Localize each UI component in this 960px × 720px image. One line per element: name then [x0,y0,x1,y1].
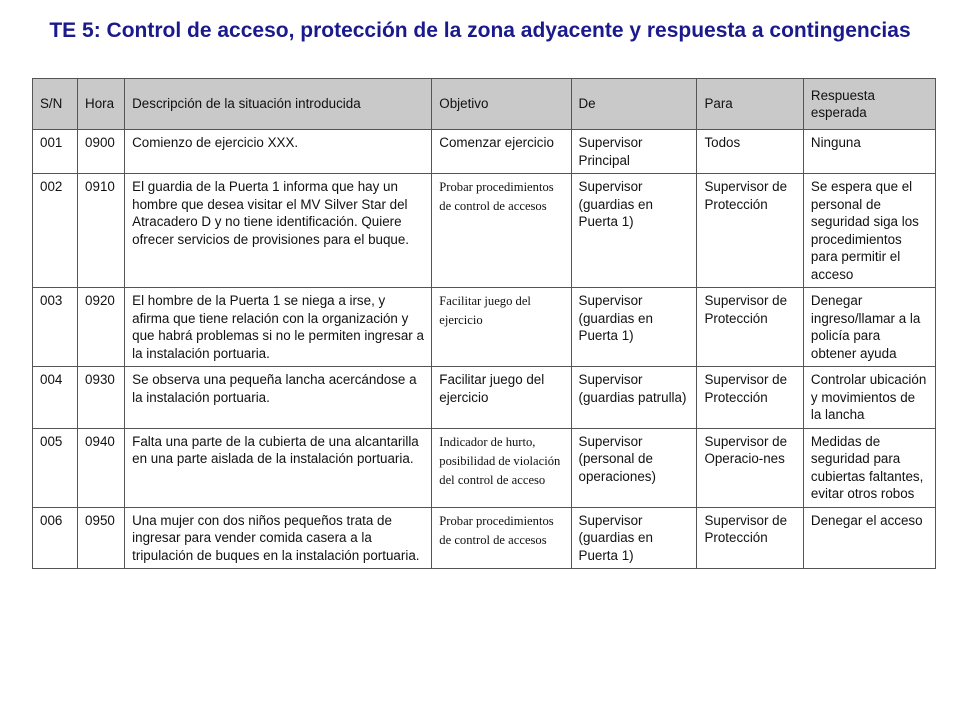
cell-sn: 001 [33,130,78,174]
cell-descripcion: El guardia de la Puerta 1 informa que hay un hombre que desea visitar el MV Silver Star del Atracadero D y no tiene identificación. Quiere ofrecer servicios de provisiones para el buque. [125,174,432,288]
cell-descripcion: Se observa una pequeña lancha acercándose a la instalación portuaria. [125,367,432,429]
cell-sn: 005 [33,428,78,507]
cell-respuesta: Controlar ubicación y movimientos de la lancha [803,367,935,429]
cell-para: Supervisor de Protección [697,367,803,429]
header-respuesta: Respuesta esperada [803,79,935,130]
cell-de: Supervisor (guardias patrulla) [571,367,697,429]
cell-de: Supervisor Principal [571,130,697,174]
cell-descripcion: Una mujer con dos niños pequeños trata de ingresar para vender comida casera a la tripulación de buques en la instalación portuaria. [125,507,432,569]
header-hora: Hora [78,79,125,130]
cell-respuesta: Se espera que el personal de seguridad siga los procedimientos para permitir el acceso [803,174,935,288]
table-row [33,367,936,429]
header-sn: S/N [33,79,78,130]
cell-objetivo: Probar procedimientos de control de accesos [432,507,571,569]
cell-respuesta: Medidas de seguridad para cubiertas faltantes, evitar otros robos [803,428,935,507]
cell-objetivo: Facilitar juego del ejercicio [432,288,571,367]
cell-sn: 003 [33,288,78,367]
cell-para: Supervisor de Protección [697,174,803,288]
cell-hora: 0900 [78,130,125,174]
header-objetivo: Objetivo [432,79,571,130]
cell-de: Supervisor (guardias en Puerta 1) [571,288,697,367]
cell-objetivo: Probar procedimientos de control de accesos [432,174,571,288]
table-row [33,130,936,174]
table-row [33,428,936,507]
cell-sn: 006 [33,507,78,569]
table-row [33,507,936,569]
cell-hora: 0910 [78,174,125,288]
cell-respuesta: Ninguna [803,130,935,174]
cell-de: Supervisor (personal de operaciones) [571,428,697,507]
cell-para: Supervisor de Operacio-nes [697,428,803,507]
cell-para: Supervisor de Protección [697,507,803,569]
cell-para: Todos [697,130,803,174]
header-de: De [571,79,697,130]
cell-descripcion: Comienzo de ejercicio XXX. [125,130,432,174]
cell-descripcion: Falta una parte de la cubierta de una alcantarilla en una parte aislada de la instalación portuaria. [125,428,432,507]
table-row [33,288,936,367]
cell-hora: 0950 [78,507,125,569]
cell-de: Supervisor (guardias en Puerta 1) [571,174,697,288]
cell-descripcion: El hombre de la Puerta 1 se niega a irse, y afirma que tiene relación con la organización y que habrá problemas si no le permiten ingresar a la instalación portuaria. [125,288,432,367]
cell-respuesta: Denegar el acceso [803,507,935,569]
cell-de: Supervisor (guardias en Puerta 1) [571,507,697,569]
cell-objetivo: Facilitar juego del ejercicio [432,367,571,429]
cell-respuesta: Denegar ingreso/llamar a la policía para obtener ayuda [803,288,935,367]
cell-hora: 0930 [78,367,125,429]
cell-objetivo: Comenzar ejercicio [432,130,571,174]
exercise-schedule-table [32,78,936,569]
page-title: TE 5: Control de acceso, protección de la zona adyacente y respuesta a contingencias [49,19,911,42]
cell-objetivo: Indicador de hurto, posibilidad de violación del control de acceso [432,428,571,507]
cell-sn: 004 [33,367,78,429]
table-row [33,174,936,288]
table-header-row [33,79,936,130]
header-para: Para [697,79,803,130]
cell-hora: 0920 [78,288,125,367]
cell-para: Supervisor de Protección [697,288,803,367]
cell-sn: 002 [33,174,78,288]
cell-hora: 0940 [78,428,125,507]
header-descripcion: Descripción de la situación introducida [125,79,432,130]
